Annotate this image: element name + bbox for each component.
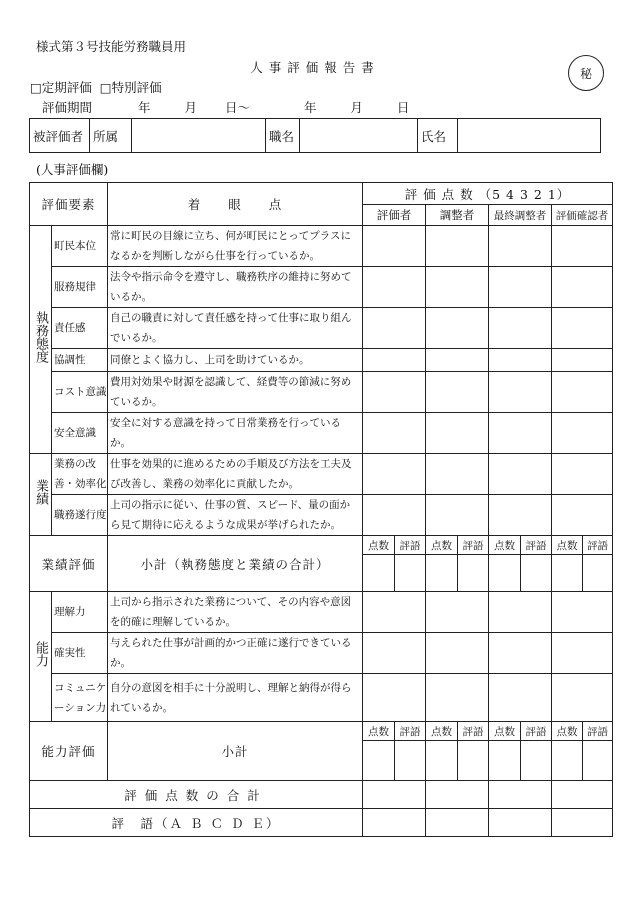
- score-cell[interactable]: [363, 633, 426, 674]
- grade-cell[interactable]: [395, 555, 426, 592]
- score-cell[interactable]: [363, 267, 426, 308]
- grade-cell[interactable]: [583, 741, 613, 781]
- score-cell[interactable]: [426, 226, 489, 267]
- score-cell[interactable]: [552, 413, 613, 454]
- table-row: [30, 633, 613, 674]
- grade-label: 評語: [395, 536, 426, 555]
- grade-total-label: 評 語（Ａ Ｂ Ｃ Ｄ Ｅ）: [30, 809, 363, 837]
- item-name: コミュニケーション力: [52, 674, 108, 722]
- grade-cell[interactable]: [458, 741, 489, 781]
- col-elements: 評価要素: [30, 183, 108, 226]
- score-cell[interactable]: [552, 741, 583, 781]
- score-cell[interactable]: [552, 267, 613, 308]
- total-score-label: 評価点数の合計: [30, 781, 363, 809]
- final-adjuster-label: 最終調整者: [489, 205, 552, 226]
- period-label: 評価期間: [42, 100, 93, 115]
- table-row: [30, 536, 613, 555]
- grade-label: 評語: [395, 722, 426, 741]
- score-cell[interactable]: [552, 633, 613, 674]
- table-row: [30, 372, 613, 413]
- table-row: [30, 781, 613, 809]
- grade-total-cell[interactable]: [363, 809, 426, 837]
- table-row: [30, 349, 613, 372]
- grade-label: 評語: [583, 722, 613, 741]
- item-name: 理解力: [52, 592, 108, 633]
- score-cell[interactable]: [489, 372, 552, 413]
- department-field[interactable]: [132, 119, 266, 153]
- score-label: 点数: [426, 536, 458, 555]
- score-label: 点数: [426, 722, 458, 741]
- col-score: 評 価 点 数 （5 4 3 2 1）: [363, 183, 613, 205]
- secret-stamp: [568, 55, 604, 91]
- grade-total-cell[interactable]: [426, 809, 489, 837]
- item-name: 確実性: [52, 633, 108, 674]
- position-label: 職名: [266, 119, 300, 153]
- ability-subtotal-label: 小計: [108, 722, 363, 781]
- score-cell[interactable]: [552, 674, 613, 722]
- checkbox-regular[interactable]: □定期評価: [30, 80, 92, 95]
- score-cell[interactable]: [489, 267, 552, 308]
- name-field[interactable]: [458, 119, 601, 153]
- score-cell[interactable]: [426, 349, 489, 372]
- group-ability: [30, 592, 52, 722]
- score-cell[interactable]: [426, 413, 489, 454]
- score-cell[interactable]: [426, 267, 489, 308]
- col-viewpoint: 着 眼 点: [108, 183, 363, 226]
- total-cell[interactable]: [489, 781, 552, 809]
- table-row: [30, 308, 613, 349]
- eval-period: [42, 98, 409, 116]
- period-year2: 年: [303, 100, 317, 115]
- item-text: 自己の職責に対して責任感を持って仕事に取り組んでいるか。: [108, 308, 363, 349]
- score-cell[interactable]: [489, 741, 521, 781]
- confirmer-label: 評価確認者: [552, 205, 613, 226]
- score-cell[interactable]: [363, 555, 395, 592]
- score-cell[interactable]: [426, 592, 489, 633]
- item-name: 協調性: [52, 349, 108, 372]
- item-name: 業務の改善・効率化: [52, 454, 108, 495]
- item-text: 仕事を効果的に進めるための手順及び方法を工夫及び改善し、業務の効率化に貢献したか。: [108, 454, 363, 495]
- table-row: [30, 267, 613, 308]
- checkbox-special[interactable]: □特別評価: [99, 80, 162, 95]
- score-cell[interactable]: [363, 454, 426, 495]
- grade-label: 評語: [521, 536, 552, 555]
- grade-cell[interactable]: [521, 741, 552, 781]
- score-cell[interactable]: [426, 454, 489, 495]
- period-year: 年: [137, 100, 151, 115]
- grade-total-cell[interactable]: [552, 809, 613, 837]
- score-cell[interactable]: [489, 226, 552, 267]
- item-text: 法令や指示命令を遵守し、職務秩序の維持に努めているか。: [108, 267, 363, 308]
- performance-eval-label: 業績評価: [30, 536, 108, 592]
- score-cell[interactable]: [489, 633, 552, 674]
- table-row: [30, 674, 613, 722]
- item-text: 上司の指示に従い、仕事の質、スピード、量の面から見て期待に応えるような成果が挙げられたか。: [108, 495, 363, 536]
- table-row: [30, 722, 613, 741]
- score-cell[interactable]: [489, 413, 552, 454]
- group-ability-label: 能力: [33, 641, 48, 667]
- table-row: [30, 592, 613, 633]
- group-performance-label: 業績: [33, 479, 48, 505]
- form-label: 様式第３号技能労務職員用: [36, 39, 187, 54]
- total-cell[interactable]: [426, 781, 489, 809]
- score-cell[interactable]: [552, 349, 613, 372]
- score-label: 点数: [552, 536, 583, 555]
- score-cell[interactable]: [552, 592, 613, 633]
- score-cell[interactable]: [426, 741, 458, 781]
- score-cell[interactable]: [489, 555, 521, 592]
- score-cell[interactable]: [489, 592, 552, 633]
- score-cell[interactable]: [363, 741, 395, 781]
- score-cell[interactable]: [552, 372, 613, 413]
- grade-cell[interactable]: [583, 555, 613, 592]
- score-cell[interactable]: [489, 308, 552, 349]
- period-month2: 月: [350, 100, 363, 115]
- ability-eval-label: 能力評価: [30, 722, 108, 781]
- period-day2: 日: [396, 100, 410, 115]
- score-cell[interactable]: [489, 495, 552, 536]
- score-cell[interactable]: [552, 308, 613, 349]
- score-cell[interactable]: [363, 372, 426, 413]
- evaluatee-label: 被評価者: [30, 119, 90, 153]
- item-text: 上司から指示された業務について、その内容や意図を的確に理解しているか。: [108, 592, 363, 633]
- position-field[interactable]: [300, 119, 418, 153]
- item-text: 常に町民の目線に立ち、何が町民にとってプラスになるかを判断しながら仕事を行っているか。: [108, 226, 363, 267]
- score-label: 点数: [489, 722, 521, 741]
- score-cell[interactable]: [363, 674, 426, 722]
- period-day-from: 日～: [224, 100, 250, 115]
- score-cell[interactable]: [426, 308, 489, 349]
- score-cell[interactable]: [552, 226, 613, 267]
- group-attitude-label: 執務態度: [33, 311, 48, 363]
- grade-cell[interactable]: [395, 741, 426, 781]
- grade-label: 評語: [521, 722, 552, 741]
- item-name: 安全意識: [52, 413, 108, 454]
- grade-cell[interactable]: [458, 555, 489, 592]
- item-text: 与えられた仕事が計画的かつ正確に遂行できているか。: [108, 633, 363, 674]
- score-cell[interactable]: [363, 592, 426, 633]
- adjuster-label: 調整者: [426, 205, 489, 226]
- name-label: 氏名: [418, 119, 458, 153]
- score-cell[interactable]: [363, 349, 426, 372]
- item-name: 責任感: [52, 308, 108, 349]
- score-cell[interactable]: [489, 674, 552, 722]
- score-label: 点数: [363, 722, 395, 741]
- performance-subtotal-label: 小計（執務態度と業績の合計）: [108, 536, 363, 592]
- grade-cell[interactable]: [521, 555, 552, 592]
- grade-label: 評語: [583, 536, 613, 555]
- item-name: 服務規律: [52, 267, 108, 308]
- group-attitude: [30, 226, 52, 454]
- score-cell[interactable]: [426, 674, 489, 722]
- department-label: 所属: [90, 119, 132, 153]
- score-cell[interactable]: [552, 454, 613, 495]
- score-cell[interactable]: [426, 555, 458, 592]
- total-cell[interactable]: [552, 781, 613, 809]
- evaluation-table: [29, 182, 613, 837]
- table-row: [30, 454, 613, 495]
- item-name: コスト意識: [52, 372, 108, 413]
- score-cell[interactable]: [489, 454, 552, 495]
- item-text: 自分の意図を相手に十分説明し、理解と納得が得られているか。: [108, 674, 363, 722]
- group-performance: [30, 454, 52, 536]
- secret-mark: 秘: [579, 66, 592, 81]
- score-cell[interactable]: [489, 349, 552, 372]
- item-name: 職務遂行度: [52, 495, 108, 536]
- score-cell[interactable]: [426, 633, 489, 674]
- table-row: [30, 809, 613, 837]
- score-cell[interactable]: [363, 308, 426, 349]
- score-cell[interactable]: [363, 495, 426, 536]
- score-label: 点数: [489, 536, 521, 555]
- period-month: 月: [184, 100, 197, 115]
- total-cell[interactable]: [363, 781, 426, 809]
- table-row: [30, 495, 613, 536]
- score-cell[interactable]: [552, 555, 583, 592]
- item-text: 安全に対する意識を持って日常業務を行っているか。: [108, 413, 363, 454]
- table-row: [30, 413, 613, 454]
- item-name: 町民本位: [52, 226, 108, 267]
- score-cell[interactable]: [552, 495, 613, 536]
- evaluatee-header: [29, 118, 601, 153]
- eval-type-options: [30, 78, 162, 96]
- score-cell[interactable]: [426, 495, 489, 536]
- grade-label: 評語: [458, 536, 489, 555]
- table-row: [30, 226, 613, 267]
- score-cell[interactable]: [363, 226, 426, 267]
- item-text: 同僚とよく協力し、上司を助けているか。: [108, 349, 363, 372]
- evaluator-label: 評価者: [363, 205, 426, 226]
- item-text: 費用対効果や財源を認識して、経費等の節減に努めているか。: [108, 372, 363, 413]
- score-cell[interactable]: [363, 413, 426, 454]
- score-label: 点数: [552, 722, 583, 741]
- grade-total-cell[interactable]: [489, 809, 552, 837]
- score-cell[interactable]: [426, 372, 489, 413]
- grade-label: 評語: [458, 722, 489, 741]
- section-label: (人事評価欄): [36, 162, 109, 177]
- score-label: 点数: [363, 536, 395, 555]
- page-title: 人事評価報告書: [250, 60, 380, 75]
